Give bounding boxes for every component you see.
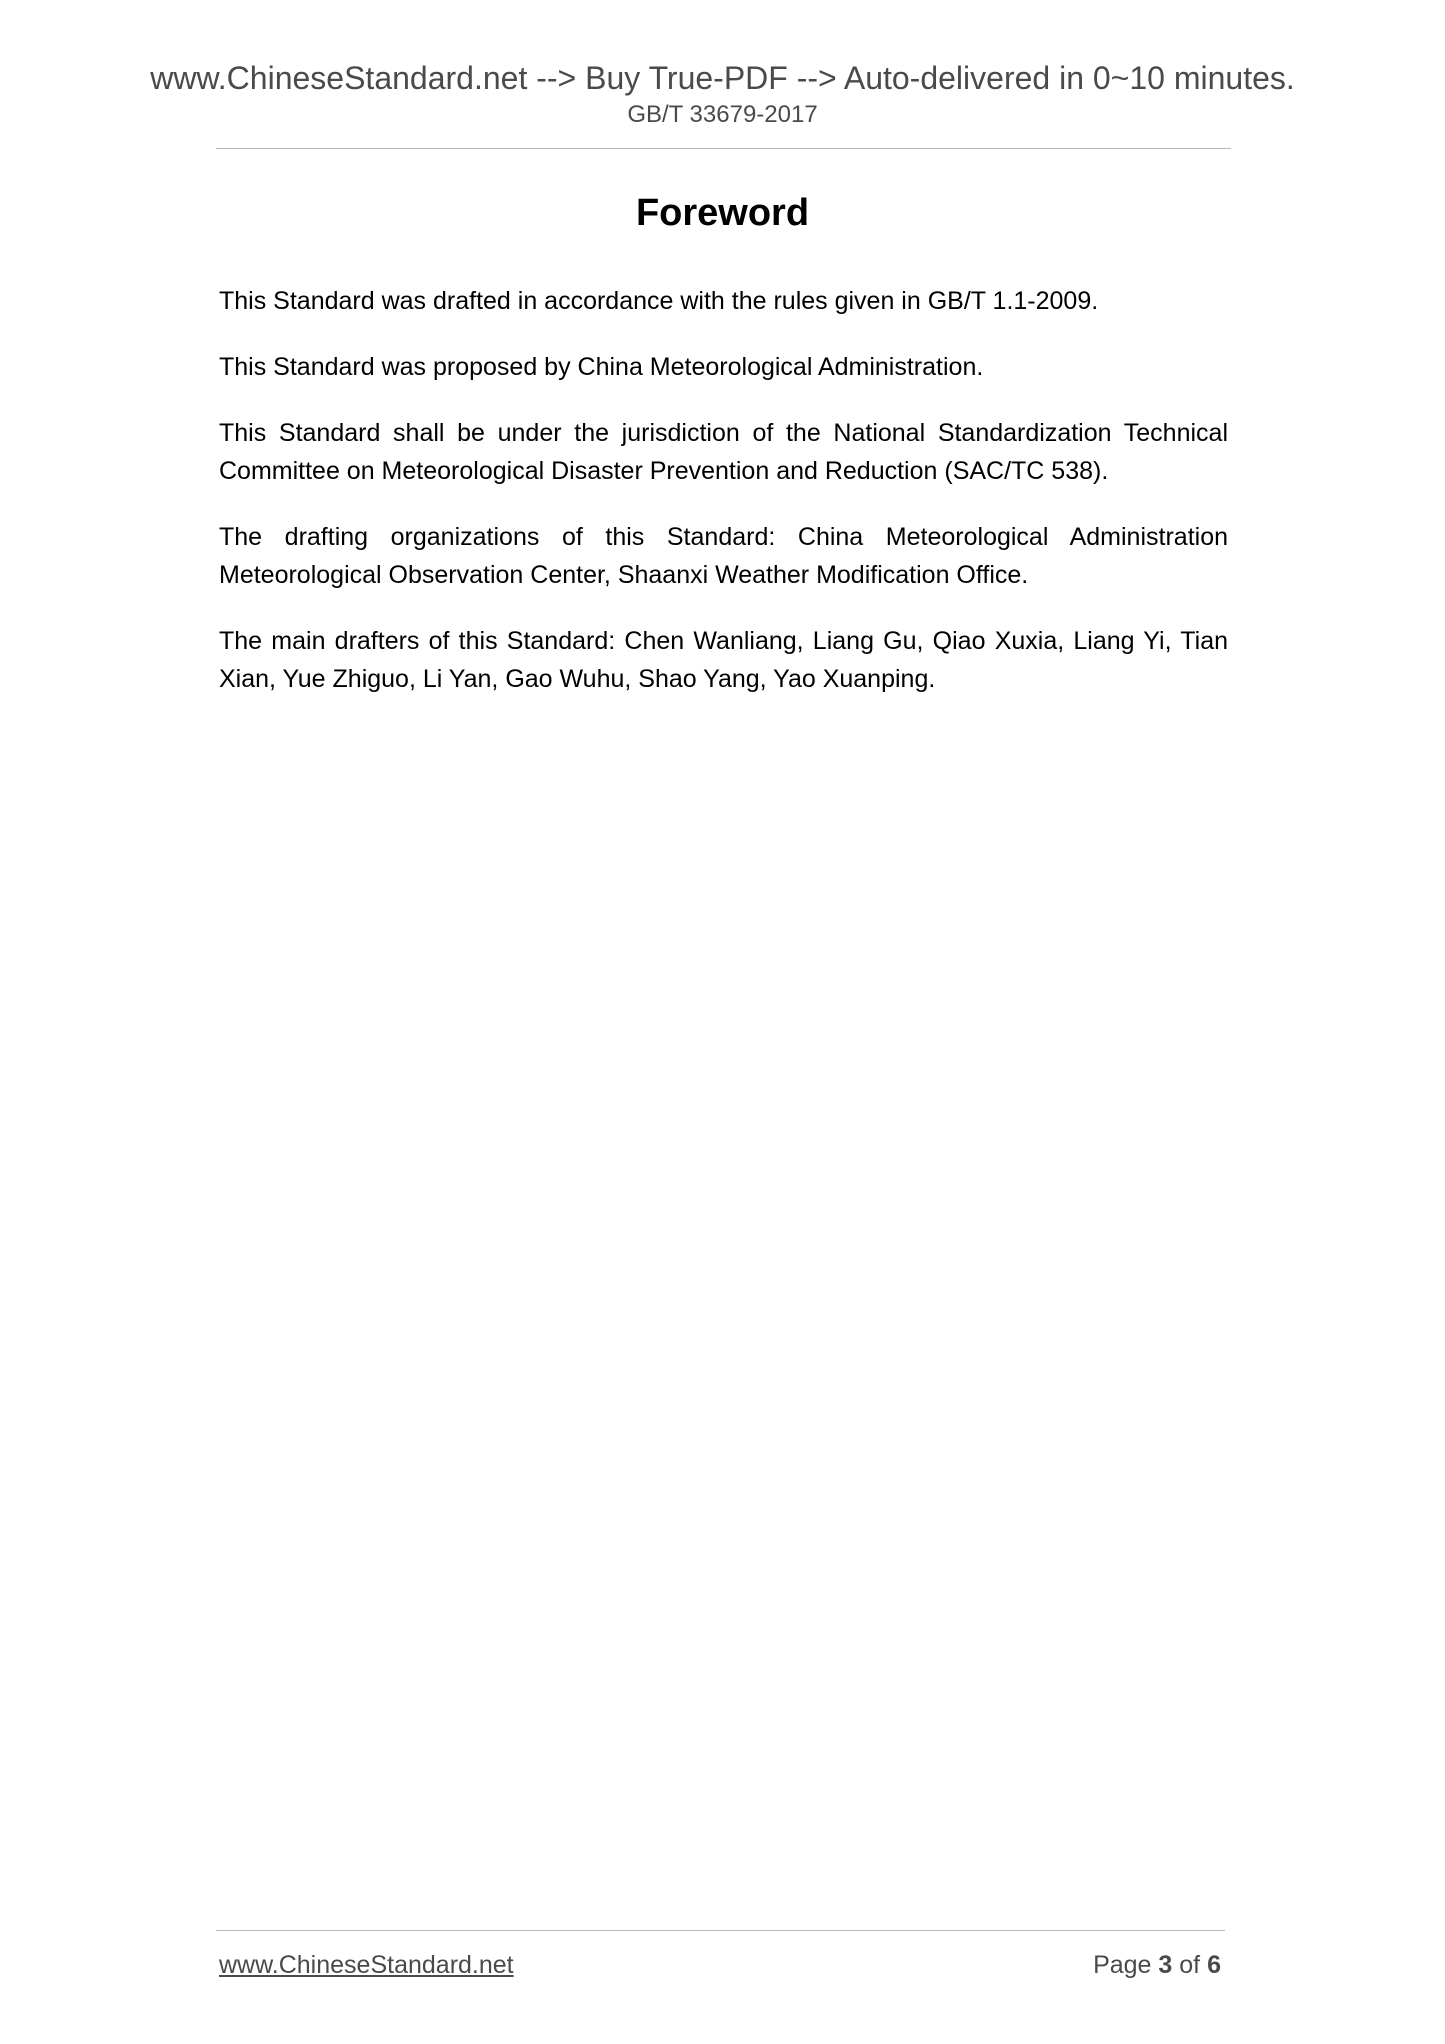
total-pages-number: 6 [1207, 1951, 1221, 1979]
page-title: Foreword [635, 192, 810, 234]
paragraph: This Standard shall be under the jurisdiction of the National Standardization Technical Committee on Meteorological Disaster Prevention and Reduction (SAC/TC 538). [219, 419, 1228, 485]
header-banner: www.ChineseStandard.net --> Buy True-PDF --> Auto-delivered in 0~10 minutes. [150, 60, 1295, 96]
paragraph: The main drafters of this Standard: Chen Wanliang, Liang Gu, Qiao Xuxia, Liang Yi, Tian Xian, Yue Zhiguo, Li Yan, Gao Wuhu, Shao Yang, Yao Xuanping. [219, 627, 1228, 693]
paragraph: This Standard was proposed by China Meteorological Administration. [219, 353, 984, 381]
standard-code: GB/T 33679-2017 [627, 101, 818, 128]
current-page-number: 3 [1158, 1951, 1173, 1979]
document-body [219, 282, 1228, 726]
paragraph: The drafting organizations of this Standard: China Meteorological Administration Meteorological Observation Center, Shaanxi Weather Modification Office. [219, 523, 1228, 589]
paragraph: This Standard was drafted in accordance with the rules given in GB/T 1.1-2009. [219, 287, 1099, 315]
page-label: Page [1093, 1951, 1152, 1979]
footer-divider [216, 1930, 1225, 1931]
footer-website-link[interactable]: www.ChineseStandard.net [219, 1951, 514, 1979]
page-indicator [1093, 1948, 1221, 1982]
header-divider [216, 148, 1231, 149]
of-label: of [1179, 1951, 1201, 1979]
